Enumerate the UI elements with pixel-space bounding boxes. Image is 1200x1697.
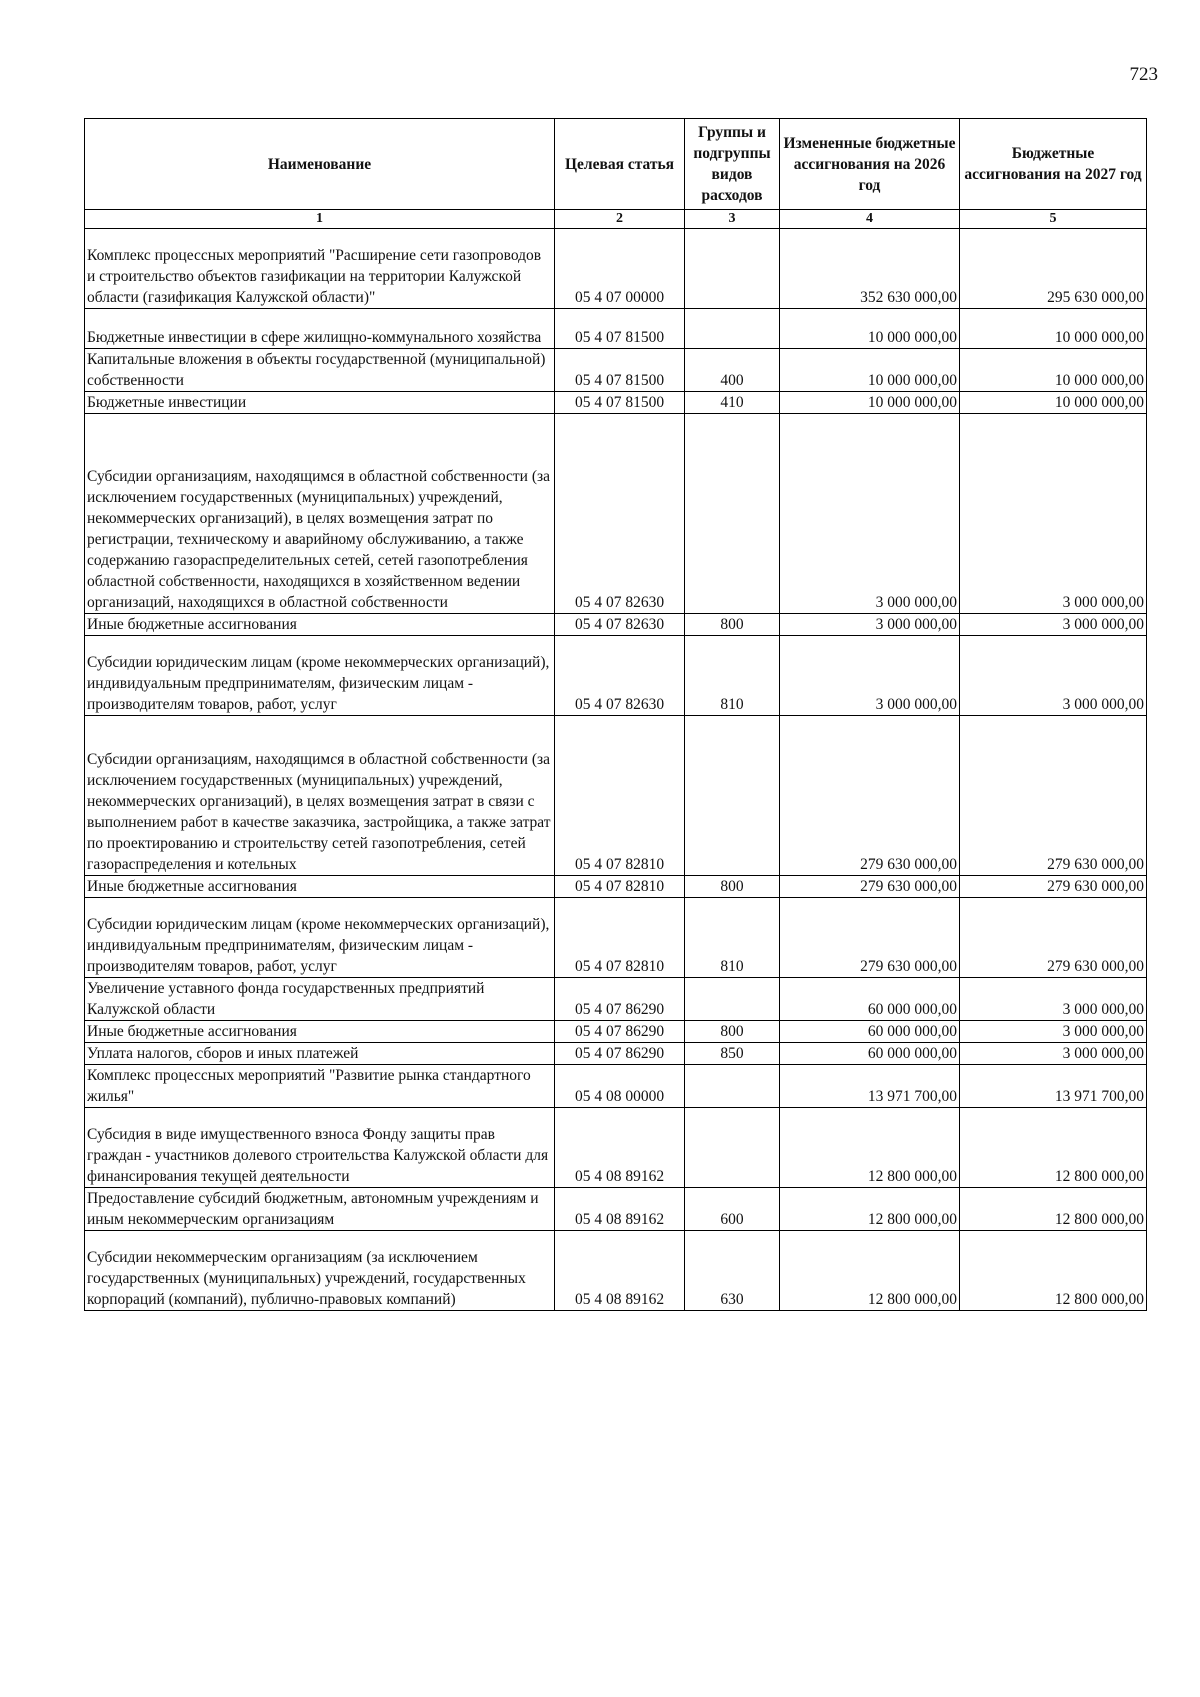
row-expense-group — [685, 1065, 780, 1108]
row-amount-2027: 3 000 000,00 — [960, 414, 1147, 614]
row-expense-group: 800 — [685, 1021, 780, 1043]
row-amount-2027: 10 000 000,00 — [960, 392, 1147, 414]
row-amount-2026: 60 000 000,00 — [780, 978, 960, 1021]
row-amount-2026: 10 000 000,00 — [780, 392, 960, 414]
table-row — [85, 309, 1147, 349]
page-number: 723 — [1129, 64, 1158, 85]
row-amount-2027: 3 000 000,00 — [960, 1021, 1147, 1043]
row-target-article: 05 4 07 81500 — [555, 392, 685, 414]
row-target-article: 05 4 07 82630 — [555, 636, 685, 716]
table-row — [85, 614, 1147, 636]
row-target-article: 05 4 07 81500 — [555, 349, 685, 392]
row-name: Иные бюджетные ассигнования — [85, 1021, 555, 1043]
row-name: Субсидии организациям, находящимся в областной собственности (за исключением государственных (муниципальных) учреждений, некоммерческих организаций), в целях возмещения затрат в связи с выполнением работ в качестве заказчика, застройщика, а также затрат по проектированию и строительству сетей газопотребления, сетей газораспределения и котельных — [85, 716, 555, 876]
column-number-row — [85, 210, 1147, 229]
row-target-article: 05 4 07 82810 — [555, 898, 685, 978]
row-amount-2026: 3 000 000,00 — [780, 414, 960, 614]
row-expense-group — [685, 309, 780, 349]
row-expense-group: 600 — [685, 1188, 780, 1231]
row-expense-group — [685, 978, 780, 1021]
table-row — [85, 716, 1147, 876]
column-number: 2 — [555, 210, 685, 229]
table-row — [85, 392, 1147, 414]
row-target-article: 05 4 07 86290 — [555, 978, 685, 1021]
row-name: Уплата налогов, сборов и иных платежей — [85, 1043, 555, 1065]
row-amount-2027: 295 630 000,00 — [960, 229, 1147, 309]
row-amount-2026: 12 800 000,00 — [780, 1188, 960, 1231]
table-row — [85, 876, 1147, 898]
table-row — [85, 1021, 1147, 1043]
row-expense-group: 810 — [685, 636, 780, 716]
row-name: Субсидии юридическим лицам (кроме некоммерческих организаций), индивидуальным предпринимателям, физическим лицам - производителям товаров, работ, услуг — [85, 898, 555, 978]
table-row — [85, 414, 1147, 614]
row-amount-2026: 279 630 000,00 — [780, 716, 960, 876]
row-expense-group — [685, 716, 780, 876]
row-name: Иные бюджетные ассигнования — [85, 614, 555, 636]
row-amount-2026: 3 000 000,00 — [780, 636, 960, 716]
table-row — [85, 229, 1147, 309]
table-row — [85, 636, 1147, 716]
row-amount-2026: 60 000 000,00 — [780, 1021, 960, 1043]
row-expense-group: 410 — [685, 392, 780, 414]
row-target-article: 05 4 08 89162 — [555, 1231, 685, 1311]
row-target-article: 05 4 07 82630 — [555, 614, 685, 636]
table-row — [85, 1108, 1147, 1188]
row-name: Субсидии организациям, находящимся в областной собственности (за исключением государственных (муниципальных) учреждений, некоммерческих организаций), в целях возмещения затрат по регистрации, техническому и аварийному обслуживанию, а также содержанию газораспределительных сетей, сетей газопотребления областной собственности, находящихся в хозяйственном ведении организаций, находящихся в областной собственности — [85, 414, 555, 614]
row-amount-2026: 12 800 000,00 — [780, 1108, 960, 1188]
row-name: Бюджетные инвестиции — [85, 392, 555, 414]
row-amount-2026: 3 000 000,00 — [780, 614, 960, 636]
header-row — [85, 119, 1147, 210]
row-expense-group: 800 — [685, 614, 780, 636]
header-name: Наименование — [85, 119, 555, 210]
row-amount-2027: 12 800 000,00 — [960, 1108, 1147, 1188]
header-2027: Бюджетные ассигнования на 2027 год — [960, 119, 1147, 210]
column-number: 4 — [780, 210, 960, 229]
header-expense-group: Группы и подгруппы видов расходов — [685, 119, 780, 210]
row-target-article: 05 4 08 89162 — [555, 1188, 685, 1231]
table-row — [85, 1065, 1147, 1108]
row-target-article: 05 4 07 86290 — [555, 1021, 685, 1043]
row-expense-group — [685, 229, 780, 309]
budget-table — [84, 118, 1147, 1311]
table-row — [85, 1188, 1147, 1231]
row-name: Бюджетные инвестиции в сфере жилищно-коммунального хозяйства — [85, 309, 555, 349]
row-amount-2027: 279 630 000,00 — [960, 716, 1147, 876]
table-row — [85, 1231, 1147, 1311]
column-number: 5 — [960, 210, 1147, 229]
row-name: Увеличение уставного фонда государственных предприятий Калужской области — [85, 978, 555, 1021]
row-expense-group: 630 — [685, 1231, 780, 1311]
column-number: 3 — [685, 210, 780, 229]
row-amount-2026: 12 800 000,00 — [780, 1231, 960, 1311]
row-name: Субсидии юридическим лицам (кроме некоммерческих организаций), индивидуальным предпринимателям, физическим лицам - производителям товаров, работ, услуг — [85, 636, 555, 716]
row-target-article: 05 4 07 81500 — [555, 309, 685, 349]
row-name: Капитальные вложения в объекты государственной (муниципальной) собственности — [85, 349, 555, 392]
row-expense-group — [685, 1108, 780, 1188]
row-expense-group: 850 — [685, 1043, 780, 1065]
row-target-article: 05 4 07 82810 — [555, 876, 685, 898]
row-amount-2027: 3 000 000,00 — [960, 614, 1147, 636]
header-2026: Измененные бюджетные ассигнования на 2026 год — [780, 119, 960, 210]
column-number: 1 — [85, 210, 555, 229]
table-row — [85, 1043, 1147, 1065]
row-amount-2027: 279 630 000,00 — [960, 876, 1147, 898]
row-amount-2026: 279 630 000,00 — [780, 898, 960, 978]
row-target-article: 05 4 07 86290 — [555, 1043, 685, 1065]
row-name: Субсидия в виде имущественного взноса Фонду защиты прав граждан - участников долевого строительства Калужской области для финансирования текущей деятельности — [85, 1108, 555, 1188]
row-amount-2026: 279 630 000,00 — [780, 876, 960, 898]
row-amount-2027: 12 800 000,00 — [960, 1231, 1147, 1311]
row-name: Предоставление субсидий бюджетным, автономным учреждениям и иным некоммерческим организациям — [85, 1188, 555, 1231]
row-name: Иные бюджетные ассигнования — [85, 876, 555, 898]
row-target-article: 05 4 08 00000 — [555, 1065, 685, 1108]
row-amount-2026: 10 000 000,00 — [780, 309, 960, 349]
row-target-article: 05 4 07 82630 — [555, 414, 685, 614]
table-row — [85, 349, 1147, 392]
row-amount-2027: 3 000 000,00 — [960, 636, 1147, 716]
row-name: Субсидии некоммерческим организациям (за исключением государственных (муниципальных) учреждений, государственных корпораций (компаний), публично-правовых компаний) — [85, 1231, 555, 1311]
header-target-article: Целевая статья — [555, 119, 685, 210]
row-target-article: 05 4 07 82810 — [555, 716, 685, 876]
row-amount-2026: 13 971 700,00 — [780, 1065, 960, 1108]
row-amount-2027: 279 630 000,00 — [960, 898, 1147, 978]
row-amount-2026: 60 000 000,00 — [780, 1043, 960, 1065]
row-target-article: 05 4 08 89162 — [555, 1108, 685, 1188]
row-amount-2027: 10 000 000,00 — [960, 309, 1147, 349]
row-target-article: 05 4 07 00000 — [555, 229, 685, 309]
row-expense-group: 400 — [685, 349, 780, 392]
row-amount-2027: 12 800 000,00 — [960, 1188, 1147, 1231]
row-name: Комплекс процессных мероприятий "Расширение сети газопроводов и строительство объектов газификации на территории Калужской области (газификация Калужской области)" — [85, 229, 555, 309]
row-expense-group: 800 — [685, 876, 780, 898]
row-amount-2026: 352 630 000,00 — [780, 229, 960, 309]
row-amount-2027: 13 971 700,00 — [960, 1065, 1147, 1108]
row-amount-2027: 3 000 000,00 — [960, 978, 1147, 1021]
table-row — [85, 898, 1147, 978]
row-amount-2027: 10 000 000,00 — [960, 349, 1147, 392]
table-body — [85, 229, 1147, 1311]
table-row — [85, 978, 1147, 1021]
row-amount-2026: 10 000 000,00 — [780, 349, 960, 392]
row-expense-group — [685, 414, 780, 614]
row-amount-2027: 3 000 000,00 — [960, 1043, 1147, 1065]
row-name: Комплекс процессных мероприятий "Развитие рынка стандартного жилья" — [85, 1065, 555, 1108]
row-expense-group: 810 — [685, 898, 780, 978]
